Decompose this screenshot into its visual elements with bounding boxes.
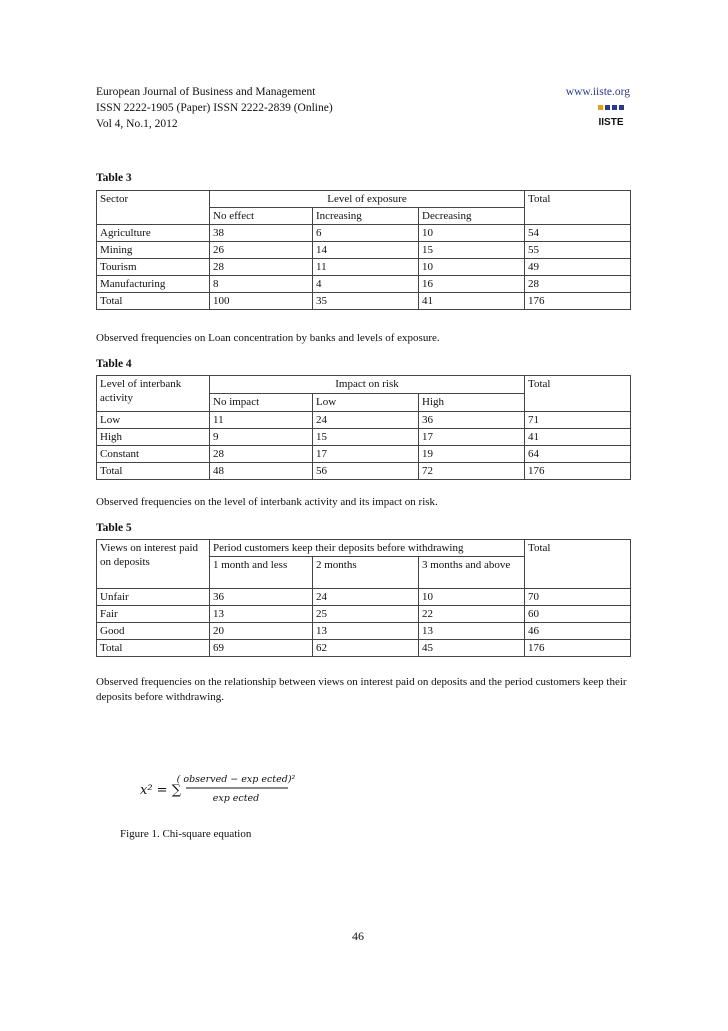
table4-subheader: Low (313, 394, 419, 412)
equation-lhs: x² = ∑ (140, 783, 181, 798)
table-cell: 20 (210, 623, 313, 640)
table4 (96, 375, 631, 480)
table-cell: 13 (419, 623, 525, 640)
journal-volume: Vol 4, No.1, 2012 (96, 118, 178, 130)
table-cell: 24 (313, 589, 419, 606)
table-cell: 14 (313, 242, 419, 259)
table-cell: 11 (313, 259, 419, 276)
table5-subheader: 1 month and less (210, 557, 313, 589)
page-number: 46 (352, 929, 364, 943)
table-cell: 13 (210, 606, 313, 623)
table-row (97, 225, 631, 242)
logo-text: IISTE (598, 117, 624, 128)
table-cell: 69 (210, 640, 313, 657)
table-cell: 24 (313, 412, 419, 429)
table5-subheader: 3 months and above (419, 557, 525, 589)
table5-header-total: Total (525, 540, 631, 589)
table-cell: 17 (419, 429, 525, 446)
table-row (97, 259, 631, 276)
journal-url-link[interactable]: www.iiste.org (565, 86, 630, 98)
table-cell: 28 (525, 276, 631, 293)
row-label: Total (97, 640, 210, 657)
row-label: Fair (97, 606, 210, 623)
table-row (97, 606, 631, 623)
table-row (97, 242, 631, 259)
table3-caption: Observed frequencies on Loan concentration by banks and levels of exposure. (96, 332, 440, 344)
table-cell: 49 (525, 259, 631, 276)
table-cell: 19 (419, 446, 525, 463)
table-cell: 15 (419, 242, 525, 259)
row-label: Mining (97, 242, 210, 259)
table-cell: 64 (525, 446, 631, 463)
table4-caption: Observed frequencies on the level of interbank activity and its impact on risk. (96, 496, 438, 508)
table-cell: 70 (525, 589, 631, 606)
table3-header-sector: Sector (97, 191, 210, 225)
table-cell: 60 (525, 606, 631, 623)
table-cell: 16 (419, 276, 525, 293)
table-cell: 9 (210, 429, 313, 446)
table4-header-total: Total (525, 376, 631, 412)
table-cell: 35 (313, 293, 419, 310)
table-cell: 36 (210, 589, 313, 606)
table-cell: 41 (419, 293, 525, 310)
row-label: Manufacturing (97, 276, 210, 293)
table3-subheader: Increasing (313, 208, 419, 225)
journal-issn: ISSN 2222-1905 (Paper) ISSN 2222-2839 (Online) (96, 102, 333, 114)
table-cell: 8 (210, 276, 313, 293)
table5-group-header: Period customers keep their deposits before withdrawing (210, 540, 525, 557)
table3-title: Table 3 (96, 172, 132, 184)
row-label: Good (97, 623, 210, 640)
table-cell: 13 (313, 623, 419, 640)
chi-square-equation (138, 768, 298, 808)
table-row (97, 429, 631, 446)
table4-header-level: Level of interbank activity (97, 376, 210, 412)
table5 (96, 539, 631, 657)
table-cell: 22 (419, 606, 525, 623)
table4-subheader: No impact (210, 394, 313, 412)
table-row (97, 412, 631, 429)
table-cell: 26 (210, 242, 313, 259)
table3-subheader: No effect (210, 208, 313, 225)
table-row (97, 623, 631, 640)
table-cell: 10 (419, 225, 525, 242)
table5-header-views: Views on interest paid on deposits (97, 540, 210, 589)
table-cell: 28 (210, 259, 313, 276)
table-row (97, 463, 631, 480)
table-row (97, 446, 631, 463)
table-cell: 10 (419, 589, 525, 606)
table-cell: 48 (210, 463, 313, 480)
row-label: Unfair (97, 589, 210, 606)
table-cell: 176 (525, 463, 631, 480)
table4-subheader: High (419, 394, 525, 412)
table-cell: 38 (210, 225, 313, 242)
table4-title: Table 4 (96, 358, 132, 370)
table-cell: 46 (525, 623, 631, 640)
table5-title: Table 5 (96, 522, 132, 534)
table-cell: 36 (419, 412, 525, 429)
table3-subheader: Decreasing (419, 208, 525, 225)
table3-header-total: Total (525, 191, 631, 225)
table3 (96, 190, 631, 310)
journal-header (96, 84, 630, 132)
figure-caption: Figure 1. Chi-square equation (120, 828, 252, 840)
table-cell: 6 (313, 225, 419, 242)
iiste-logo (596, 103, 626, 129)
table-cell: 72 (419, 463, 525, 480)
row-label: Tourism (97, 259, 210, 276)
equation-denominator: exp ected (212, 793, 260, 804)
table-cell: 15 (313, 429, 419, 446)
row-label: Constant (97, 446, 210, 463)
row-label: Total (97, 463, 210, 480)
table-cell: 4 (313, 276, 419, 293)
row-label: Agriculture (97, 225, 210, 242)
table5-subheader: 2 months (313, 557, 419, 589)
journal-name: European Journal of Business and Management (96, 86, 316, 98)
table-cell: 176 (525, 640, 631, 657)
table-row (97, 276, 631, 293)
equation-numerator: ( observed − exp ected)² (176, 774, 296, 785)
row-label: Low (97, 412, 210, 429)
table-cell: 28 (210, 446, 313, 463)
table-cell: 55 (525, 242, 631, 259)
table3-group-header: Level of exposure (210, 191, 525, 208)
table-cell: 54 (525, 225, 631, 242)
table-row (97, 640, 631, 657)
table-cell: 62 (313, 640, 419, 657)
table-cell: 56 (313, 463, 419, 480)
row-label: Total (97, 293, 210, 310)
table-cell: 25 (313, 606, 419, 623)
table-cell: 100 (210, 293, 313, 310)
table4-group-header: Impact on risk (210, 376, 525, 394)
table-cell: 45 (419, 640, 525, 657)
table-cell: 11 (210, 412, 313, 429)
table5-caption: Observed frequencies on the relationship between views on interest paid on deposits and the period customers keep their deposits before withdrawing. (96, 676, 627, 703)
table-cell: 17 (313, 446, 419, 463)
table-cell: 176 (525, 293, 631, 310)
table-cell: 10 (419, 259, 525, 276)
table-row (97, 589, 631, 606)
table-cell: 41 (525, 429, 631, 446)
table-cell: 71 (525, 412, 631, 429)
row-label: High (97, 429, 210, 446)
table-row (97, 293, 631, 310)
